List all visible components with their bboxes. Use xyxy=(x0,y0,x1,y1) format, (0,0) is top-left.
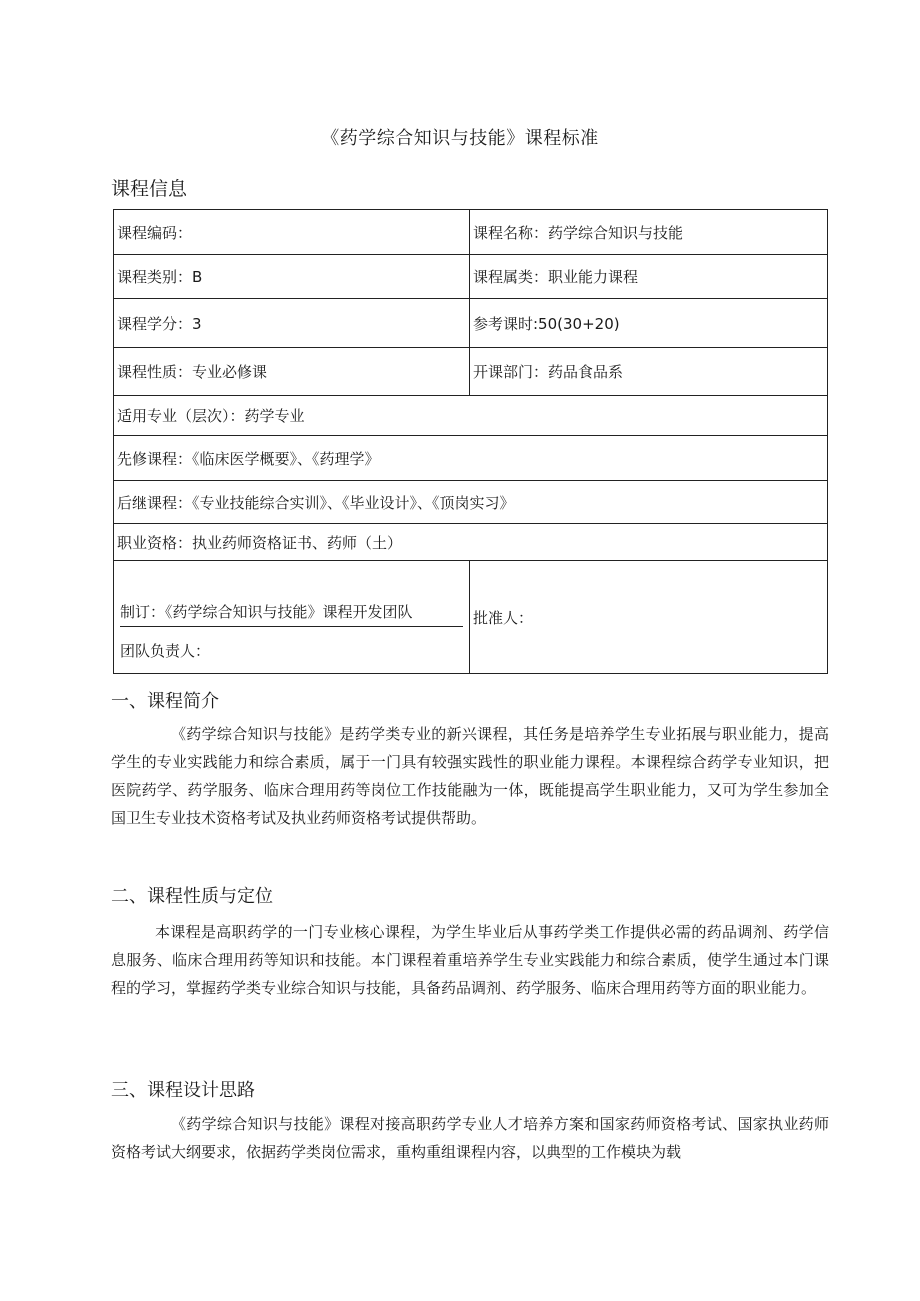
course-department-cell: 开课部门：药品食品系 xyxy=(470,348,828,396)
section-heading-design: 三、课程设计思路 xyxy=(111,1080,255,1101)
section-body-nature: 本课程是高职药学的一门专业核心课程，为学生毕业后从事药学类工作提供必需的药品调剂、药学信息服务、临床合理用药等知识和技能。本门课程着重培养学生专业实践能力和综合素质，使学生通过本门课程的学习，掌握药学类专业综合知识与技能，具备药品调剂、药学服务、临床合理用药等方面的职业能力。 xyxy=(111,923,829,997)
course-hours-cell: 参考课时:50(30+20) xyxy=(470,299,828,348)
course-attribute-cell: 课程属类：职业能力课程 xyxy=(470,255,828,299)
course-code-cell: 课程编码： xyxy=(114,210,470,255)
section-body-design: 《药学综合知识与技能》课程对接高职药学专业人才培养方案和国家药师资格考试、国家执业药师资格考试大纲要求，依据药学类岗位需求，重构重组课程内容，以典型的工作模块为载 xyxy=(111,1115,829,1161)
course-major-cell: 适用专业（层次）：药学专业 xyxy=(114,396,828,436)
section-body-intro: 《药学综合知识与技能》是药学类专业的新兴课程，其任务是培养学生专业拓展与职业能力，提高学生的专业实践能力和综合素质，属于一门具有较强实践性的职业能力课程。本课程综合药学专业知识，把医院药学、药学服务、临床合理用药等岗位工作技能融为一体，既能提高学生职业能力，又可为学生参加全国卫生专业技术资格考试及执业药师资格考试提供帮助。 xyxy=(111,725,829,827)
page-title: 《药学综合知识与技能》课程标准 xyxy=(321,128,599,149)
section-heading-intro: 一、课程简介 xyxy=(111,691,219,712)
section-heading-nature: 二、课程性质与定位 xyxy=(111,886,273,907)
developer-text: 制订：《药学综合知识与技能》课程开发团队 xyxy=(120,603,413,621)
course-category-cell: 课程类别：B xyxy=(114,255,470,299)
course-info-table xyxy=(113,209,828,674)
course-credits-cell: 课程学分：3 xyxy=(114,299,470,348)
approver-cell: 批准人： xyxy=(470,561,828,674)
course-info-label: 课程信息 xyxy=(111,178,188,200)
course-nature-cell: 课程性质：专业必修课 xyxy=(114,348,470,396)
course-name-cell: 课程名称：药学综合知识与技能 xyxy=(470,210,828,255)
followups-cell: 后继课程：《专业技能综合实训》、《毕业设计》、《顶岗实习》 xyxy=(114,481,828,524)
qualification-cell: 职业资格：执业药师资格证书、药师（土） xyxy=(114,524,828,561)
team-leader-text: 团队负责人： xyxy=(120,641,211,660)
prerequisites-cell: 先修课程：《临床医学概要》、《药理学》 xyxy=(114,436,828,481)
developer-cell xyxy=(114,561,470,674)
